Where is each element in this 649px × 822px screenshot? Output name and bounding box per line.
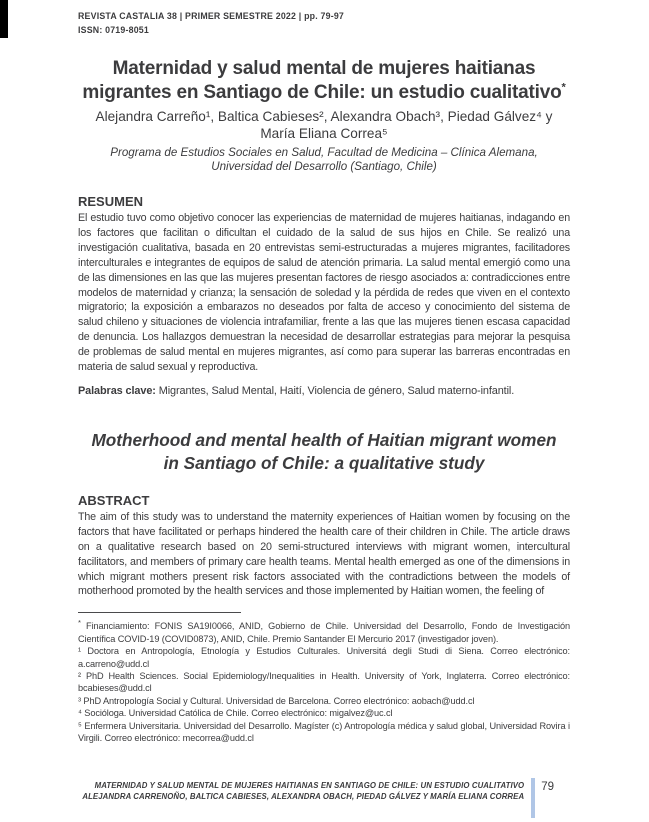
abstract-body: The aim of this study was to understand the maternity experiences of Haitian women by focusing on the factors that have facilitated or perhaps hindered the health care of their children in Chile. The article draws on a qualitative research based on 20 semi-structured interviews with migrant women, intercultural facilitators, and members of primary care health teams. Mental health emerged as one of the dimensions in which migrant mothers present risk factors associated with the contradictions between the models of motherhood promoted by the health services and those implemented by Haitian women, the feeling of — [78, 510, 570, 598]
page-footer — [82, 778, 554, 818]
abstract-heading: ABSTRACT — [78, 492, 150, 508]
footnote-author-3: ³ PhD Antropología Social y Cultural. Universidad de Barcelona. Correo electrónico: aobach@udd.cl — [78, 695, 475, 706]
title-footnote-marker: * — [561, 81, 566, 94]
footnote-author-2: ² PhD Health Sciences. Social Epidemiology/Inequalities in Health. University of York, Inglaterra. Correo electrónico: bcabieses@udd.cl — [78, 671, 570, 694]
footnote-list — [78, 617, 570, 744]
english-title — [78, 429, 570, 475]
keywords-label: Palabras clave: — [78, 384, 156, 397]
footer-accent-bar — [531, 778, 535, 818]
footnote-funding: * Financiamiento: FONIS SA19I0066, ANID, Gobierno de Chile. Universidad del Desarrollo, Fondo de Investigación Científica COVID-19 (COVID0873), ANID, Chile. Premio Santander El Mercurio 2017 (investigador joven). — [78, 618, 570, 644]
footer-running-title — [82, 778, 524, 802]
footnote-author-1: ¹ Doctora en Antropología, Etnología y Estudios Culturales. Universitá degli Studi di Siena. Correo electrónico: a.carreno@udd.cl — [78, 646, 570, 669]
keywords-paragraph — [78, 384, 570, 399]
footnote-separator — [78, 612, 241, 613]
journal-header-issn: ISSN: 0719-8051 — [78, 25, 149, 35]
page-number: 79 — [541, 781, 554, 793]
affiliation-line1: Programa de Estudios Sociales en Salud, Facultad de Medicina – Clínica Alemana, — [110, 146, 538, 159]
journal-header-line1: REVISTA CASTALIA 38 | PRIMER SEMESTRE 2022 | pp. 79-97 — [78, 11, 345, 21]
footer-authors-line: ALEJANDRA CARRENOÑO, BALTICA CABIESES, ALEXANDRA OBACH, PIEDAD GÁLVEZ Y MARÍA ELIANA CORREA — [82, 791, 525, 801]
english-title-line1: Motherhood and mental health of Haitian migrant women — [91, 429, 557, 450]
article-title-line1: Maternidad y salud mental de mujeres haitianas — [112, 58, 536, 79]
author-list-line2: María Eliana Correa⁵ — [260, 125, 388, 141]
article-title — [78, 57, 570, 104]
resumen-heading: RESUMEN — [78, 194, 144, 209]
author-list — [78, 109, 570, 142]
resumen-body: El estudio tuvo como objetivo conocer las experiencias de maternidad de mujeres haitianas, indagando en los factores que facilitan o dificultan el cuidado de la salud de sus hijos en Chile. Se realizó una investigación cualitativa, basada en 20 entrevistas semi-estructuradas a mujeres migrantes, facilitadores interculturales e integrantes de equipos de salud de atención primaria. La salud mental emergió como una de las dimensiones en las que las mujeres presentan factores de riesgo asociados a: contradicciones entre modelos de maternidad y crianza; la sensación de soledad y la pérdida de redes que viven en el contexto migratorio; la exposición a embarazos no deseados por falta de acceso y conocimiento del sistema de salud chileno y situaciones de violencia intrafamiliar, frente a las que las mujeres tienen escasa capacidad de denuncia. Los hallazgos demuestran la necesidad de desarrollar estrategias para mejorar la pesquisa de problemas de salud mental en mujeres migrantes, así como para superar las barreras encontradas en materia de salud sexual y reproductiva. — [78, 212, 570, 374]
english-title-line2: in Santiago of Chile: a qualitative study — [163, 452, 485, 473]
corner-black-bar — [0, 0, 8, 38]
keywords-text: Migrantes, Salud Mental, Haití, Violencia de género, Salud materno-infantil. — [155, 384, 515, 397]
footnote-author-4: ⁴ Socióloga. Universidad Católica de Chile. Correo electrónico: migalvez@uc.cl — [78, 708, 393, 719]
article-title-line2: migrantes en Santiago de Chile: un estudio cualitativo* — [82, 81, 566, 103]
footnote-author-5: ⁵ Enfermera Universitaria. Universidad del Desarrollo. Magíster (c) Antropología médica y salud global, Universidad Rovira i Virgili. Correo electrónico: mecorrea@udd.cl — [78, 720, 570, 744]
affiliation-line2: Universidad del Desarrollo (Santiago, Chile) — [211, 160, 437, 173]
author-list-line1: Alejandra Carreño¹, Baltica Cabieses², Alexandra Obach³, Piedad Gálvez⁴ y — [95, 109, 553, 124]
author-affiliation — [78, 146, 570, 174]
page-content — [78, 0, 570, 744]
footer-title-line: MATERNIDAD Y SALUD MENTAL DE MUJERES HAITIANAS EN SANTIAGO DE CHILE: UN ESTUDIO CUALITATIVO — [94, 781, 525, 790]
